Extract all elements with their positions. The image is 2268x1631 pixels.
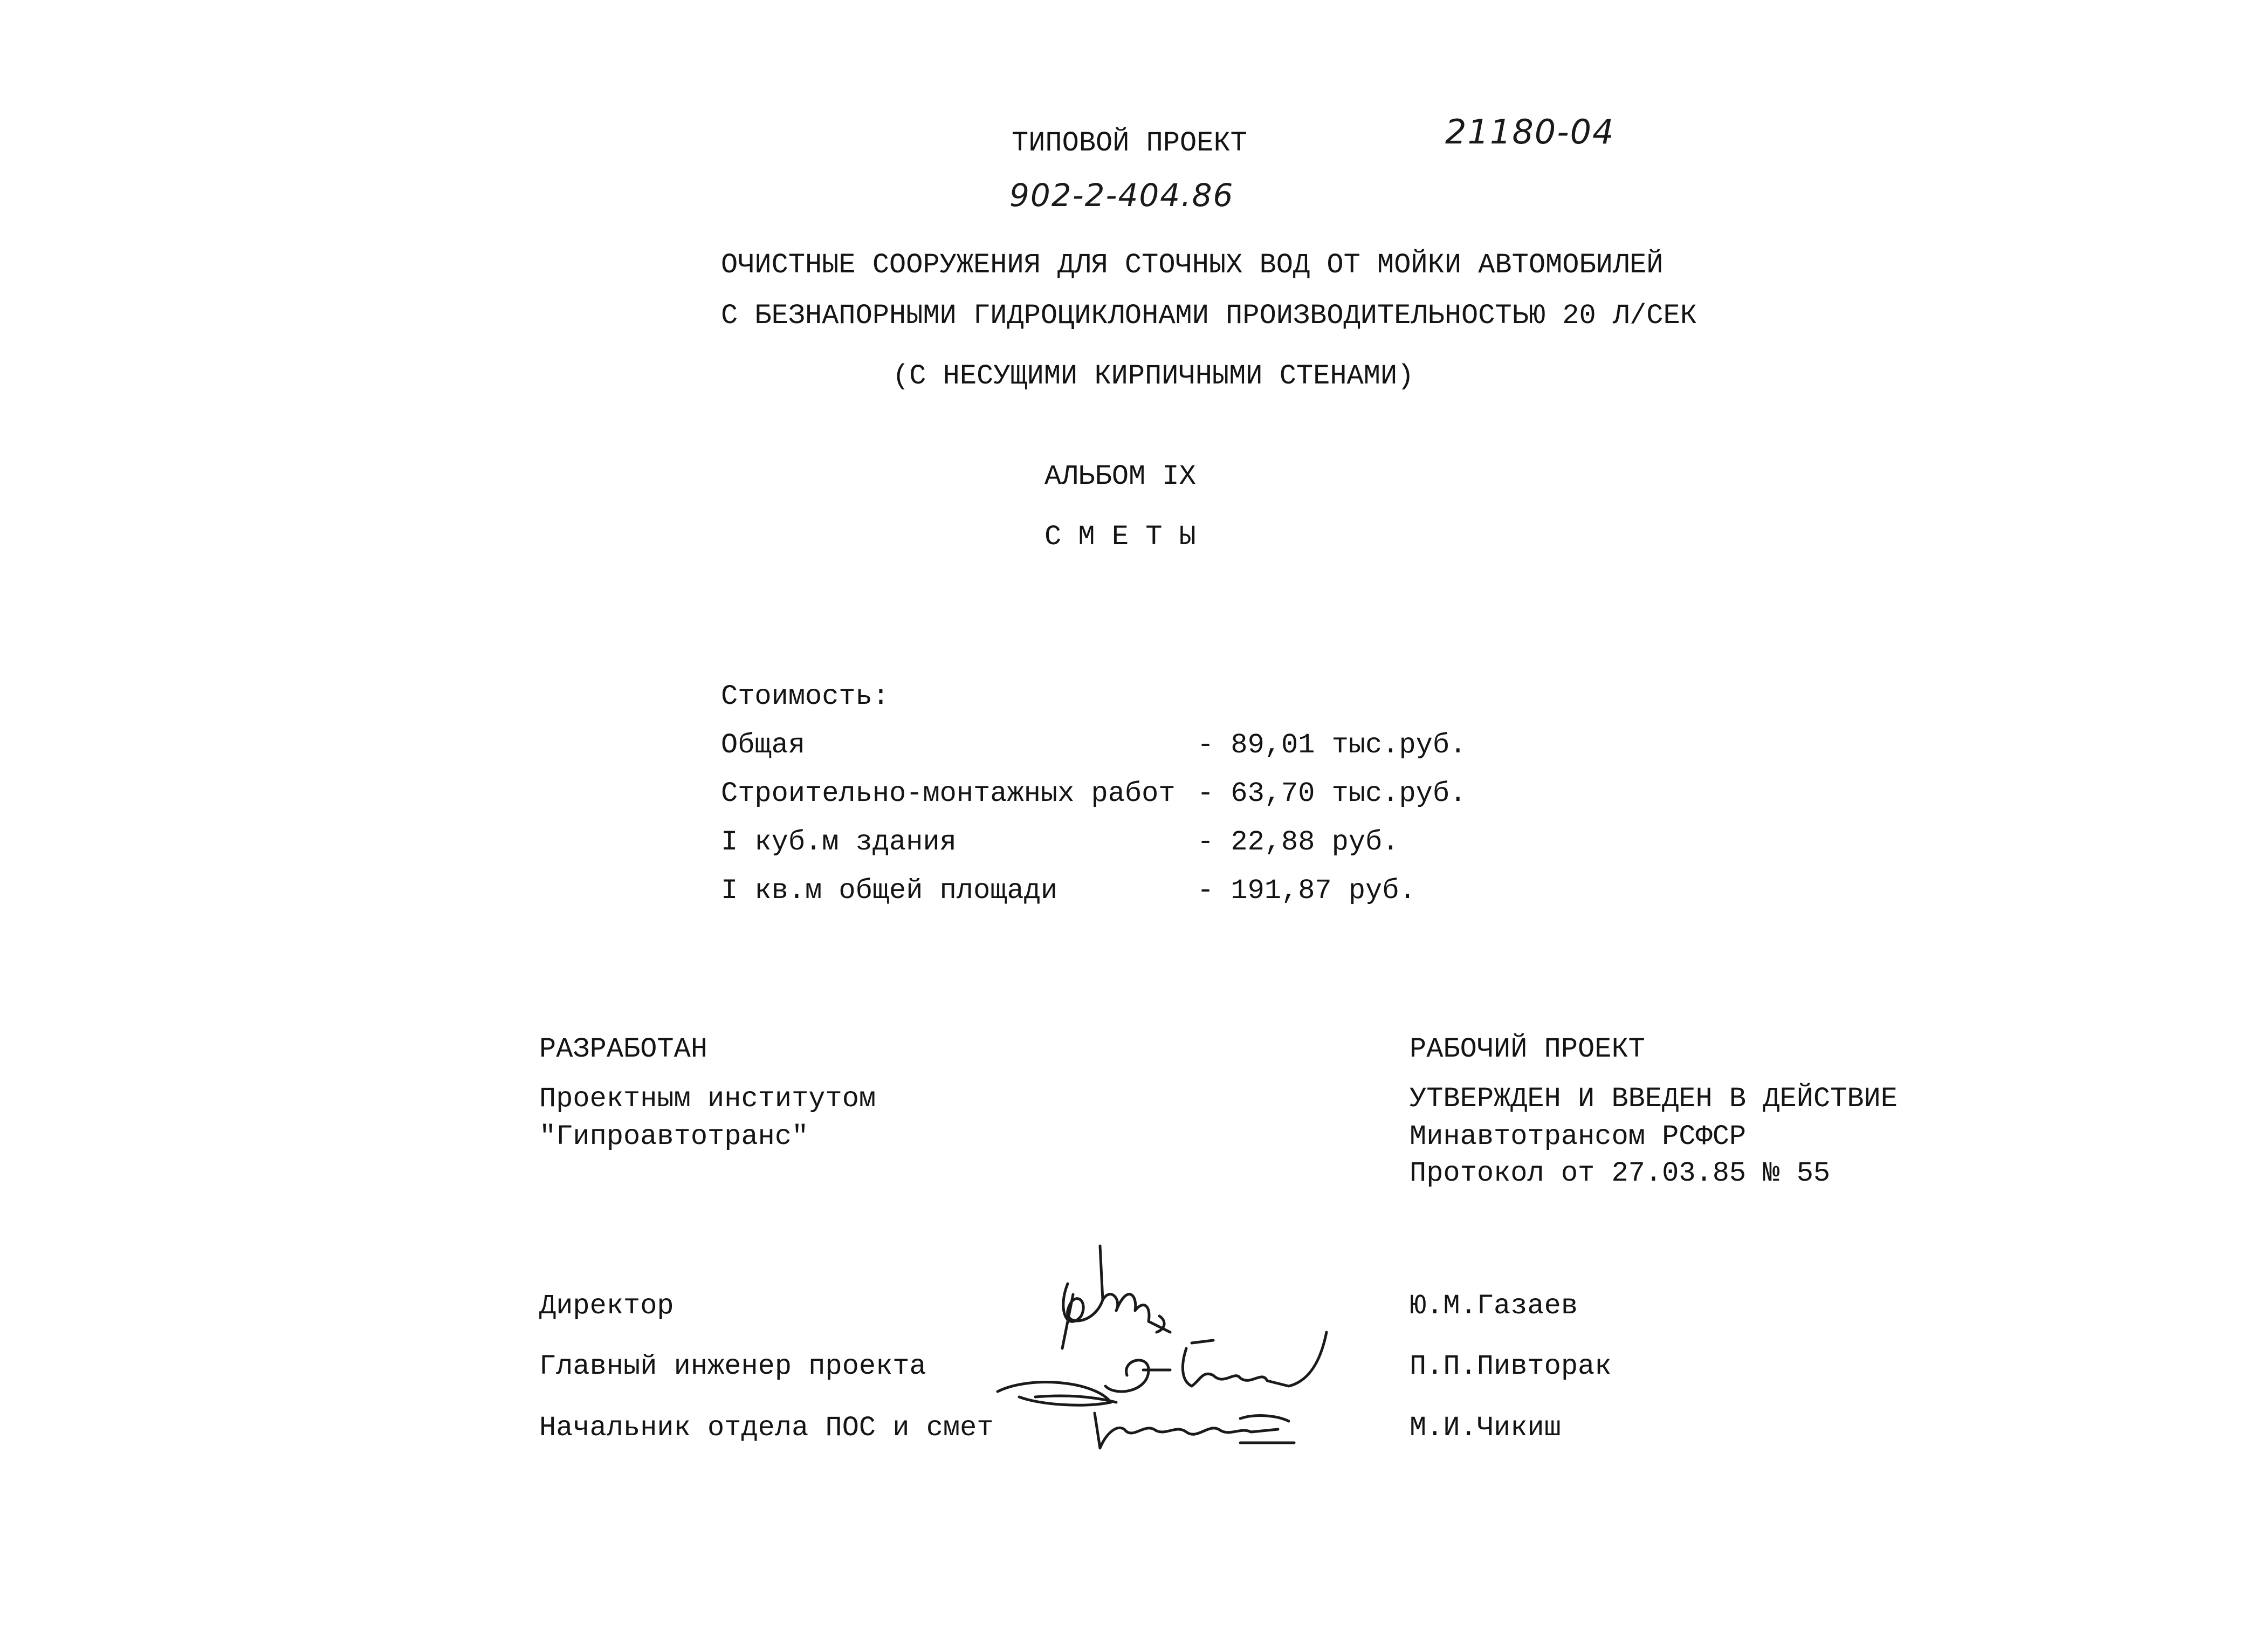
cost-row-value: - 191,87 руб. — [1197, 875, 1416, 907]
project-type-label: ТИПОВОЙ ПРОЕКТ — [1012, 127, 1247, 159]
signatory-name: М.И.Чикиш — [1410, 1412, 1561, 1444]
title-line-1: ОЧИСТНЫЕ СООРУЖЕНИЯ ДЛЯ СТОЧНЫХ ВОД ОТ МОЙКИ АВТОМОБИЛЕЙ — [721, 249, 1664, 281]
signatory-name: П.П.Пивторак — [1410, 1351, 1612, 1382]
approved-line-1: УТВЕРЖДЕН И ВВЕДЕН В ДЕЙСТВИЕ — [1410, 1083, 1898, 1115]
title-line-2: С БЕЗНАПОРНЫМИ ГИДРОЦИКЛОНАМИ ПРОИЗВОДИТЕЛЬНОСТЬЮ 20 Л/СЕК — [721, 300, 1697, 332]
handwritten-signatures — [987, 1235, 1353, 1462]
project-number: 902-2-404.86 — [1009, 177, 1234, 214]
cost-row-label: Общая — [721, 729, 806, 761]
approved-line-2: Минавтотрансом РСФСР — [1410, 1121, 1747, 1153]
developed-line-2: "Гипроавтотранс" — [539, 1121, 809, 1153]
handwritten-code: 21180-04 — [1445, 112, 1615, 152]
cost-heading: Стоимость: — [721, 681, 890, 712]
cost-row-value: - 63,70 тыс.руб. — [1197, 778, 1467, 810]
album-name: С М Е Т Ы — [1044, 521, 1196, 553]
cost-row-label: I кв.м общей площади — [721, 875, 1058, 907]
cost-row-value: - 22,88 руб. — [1197, 826, 1399, 858]
signatory-position: Главный инженер проекта — [539, 1351, 926, 1382]
cost-row-label: Строительно-монтажных работ — [721, 778, 1176, 810]
cost-row-value: - 89,01 тыс.руб. — [1197, 729, 1467, 761]
approved-heading: РАБОЧИЙ ПРОЕКТ — [1410, 1033, 1645, 1065]
signatory-position: Начальник отдела ПОС и смет — [539, 1412, 994, 1444]
approved-line-3: Протокол от 27.03.85 № 55 — [1410, 1157, 1831, 1189]
signatory-name: Ю.М.Газаев — [1410, 1290, 1578, 1322]
developed-heading: РАЗРАБОТАН — [539, 1033, 708, 1065]
cost-row-label: I куб.м здания — [721, 826, 957, 858]
developed-line-1: Проектным институтом — [539, 1083, 876, 1115]
signatory-position: Директор — [539, 1290, 674, 1322]
title-line-3: (С НЕСУЩИМИ КИРПИЧНЫМИ СТЕНАМИ) — [892, 360, 1414, 392]
album-label: АЛЬБОМ IX — [1044, 461, 1196, 492]
